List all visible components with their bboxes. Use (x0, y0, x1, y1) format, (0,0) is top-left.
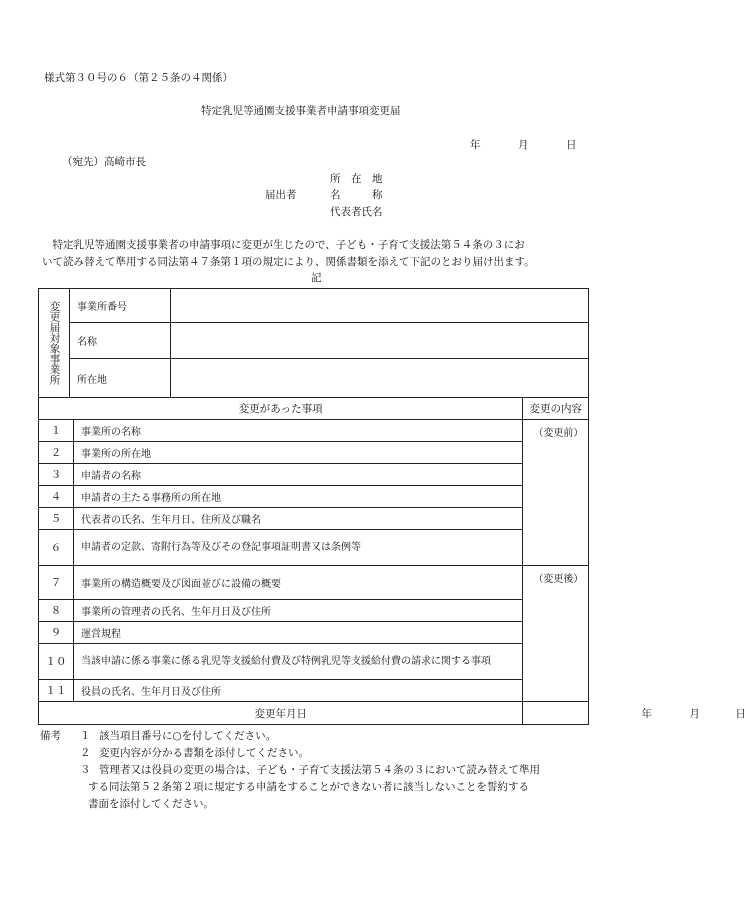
notifier-name-label: 名 称 (330, 189, 383, 201)
item-number[interactable]: ４ (39, 486, 74, 508)
date-year: 年 (470, 139, 481, 151)
ki-label: 記 (311, 272, 322, 284)
note-2-number: ２ (80, 747, 91, 759)
addressee: （宛先）高崎市長 (62, 156, 146, 168)
note-1-number: １ (80, 730, 91, 742)
item-number[interactable]: １ (39, 420, 74, 442)
content-before-cell[interactable] (523, 420, 589, 566)
item-number[interactable]: ２ (39, 442, 74, 464)
note-3-line2: する同法第５２条第２項に規定する申請をすることができない者に該当しないことを誓約する (88, 781, 529, 793)
note-3-line3: 書面を添付してください。 (88, 798, 214, 810)
content-before-label: （変更前） (533, 428, 584, 439)
item-label: 運営規程 (74, 622, 523, 644)
item-label: 役員の氏名、生年月日及び住所 (74, 680, 523, 702)
item-label: 当該申請に係る事業に係る乳児等支援給付費及び特例乳児等支援給付費の請求に関する事項 (74, 644, 523, 680)
notes-head: 備考 (40, 730, 61, 742)
item-number[interactable]: ７ (39, 566, 74, 600)
item-label: 事業所の名称 (74, 420, 523, 442)
target-row-address-label: 所在地 (70, 359, 171, 398)
body-text-line2: いて読み替えて準用する同法第４７条第１項の規定により、関係書類を添えて下記のとおり届け出ます。 (42, 256, 535, 268)
target-row-number-label: 事業所番号 (70, 289, 171, 323)
notifier-label: 届出者 (265, 189, 297, 201)
target-office-table (38, 288, 589, 398)
change-date-day: 日 (735, 708, 746, 720)
date-day: 日 (566, 139, 577, 151)
change-date-year: 年 (641, 708, 652, 720)
change-date-value-cell[interactable] (523, 702, 746, 725)
item-label: 事業所の所在地 (74, 442, 523, 464)
note-2: 変更内容が分かる書類を添付してください。 (99, 747, 309, 759)
notifier-address-label: 所 在 地 (330, 173, 383, 185)
item-number[interactable]: ８ (39, 600, 74, 622)
note-1: 該当項目番号に○を付してください。 (99, 730, 277, 742)
change-date-month: 月 (689, 708, 700, 720)
target-side-cell (39, 289, 70, 398)
item-number[interactable]: １０ (39, 644, 74, 680)
note-3-number: ３ (80, 764, 91, 776)
notifier-representative-label: 代表者氏名 (330, 206, 383, 218)
changes-header-item: 変更があった事項 (39, 398, 523, 420)
note-3-line1: 管理者又は役員の変更の場合は、子ども・子育て支援法第５４条の３において読み替えて準用 (99, 764, 540, 776)
item-number[interactable]: ９ (39, 622, 74, 644)
content-after-label: （変更後） (533, 574, 584, 585)
form-number: 様式第３０号の６（第２５条の４関係） (44, 72, 233, 84)
target-side-label: 変更届対象事業所 (48, 301, 61, 385)
item-label: 代表者の氏名、生年月日、住所及び職名 (74, 508, 523, 530)
item-label: 申請者の定款、寄附行為等及びその登記事項証明書又は条例等 (74, 530, 523, 566)
target-row-number-value[interactable] (171, 289, 589, 323)
item-number[interactable]: ３ (39, 464, 74, 486)
item-number[interactable]: １１ (39, 680, 74, 702)
item-label: 事業所の構造概要及び図面並びに設備の概要 (74, 566, 523, 600)
target-row-name-label: 名称 (70, 323, 171, 359)
item-number[interactable]: ６ (39, 530, 74, 566)
item-number[interactable]: ５ (39, 508, 74, 530)
item-label: 申請者の名称 (74, 464, 523, 486)
change-date-label: 変更年月日 (39, 702, 523, 725)
content-after-cell[interactable] (523, 566, 589, 702)
form-title: 特定乳児等通園支援事業者申請事項変更届 (201, 105, 401, 117)
item-label: 事業所の管理者の氏名、生年月日及び住所 (74, 600, 523, 622)
changes-header-content: 変更の内容 (523, 398, 589, 420)
item-label: 申請者の主たる事務所の所在地 (74, 486, 523, 508)
target-row-name-value[interactable] (171, 323, 589, 359)
target-row-address-value[interactable] (171, 359, 589, 398)
changes-table (38, 397, 746, 725)
body-text-line1: 特定乳児等通園支援事業者の申請事項に変更が生じたので、子ども・子育て支援法第５４条の３にお (42, 239, 525, 251)
date-month: 月 (518, 139, 529, 151)
